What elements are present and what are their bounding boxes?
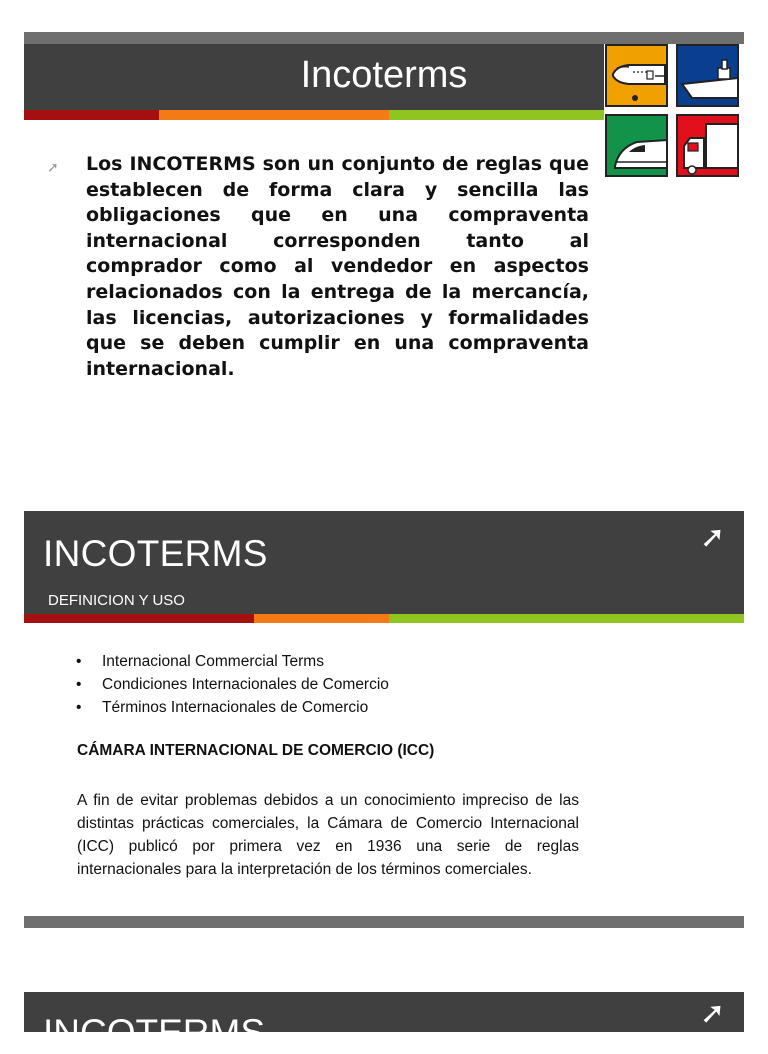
slide2-title: INCOTERMS — [43, 533, 268, 574]
bullet-list — [76, 650, 389, 719]
bullet-item: • Condiciones Internacionales de Comercio — [76, 673, 389, 696]
slide2-subtitle: DEFINICION Y USO — [48, 592, 185, 609]
accent-bar-green — [389, 110, 604, 120]
bullet-item: • Términos Internacionales de Comercio — [76, 696, 389, 719]
train-icon — [605, 114, 668, 177]
slide3-arrow-icon: ➚ — [700, 996, 726, 1031]
icc-paragraph: A fin de evitar problemas debidos a un conocimiento impreciso de las distintas prácticas comerciales, la Cámara de Comercio Internacional (ICC) publicó por primera vez en 1936 una serie de reglas internacionales para la interpretación de los términos comerciales. — [77, 792, 579, 878]
truck-icon — [676, 114, 739, 177]
accent-bar-green — [389, 614, 744, 623]
bullet-item: • Internacional Commercial Terms — [76, 650, 389, 673]
icc-heading: CÁMARA INTERNACIONAL DE COMERCIO (ICC) — [77, 742, 435, 759]
slide3-title: INCOTERMS — [43, 1012, 265, 1053]
slide2-arrow-icon: ➚ — [700, 520, 726, 555]
accent-bar-orange — [254, 614, 389, 623]
airplane-icon — [605, 44, 668, 107]
accent-bar-red — [24, 614, 254, 623]
bullet-arrow-icon: ➚ — [47, 160, 59, 176]
slide2-bottom-strip — [24, 916, 744, 928]
slide1-title: Incoterms — [300, 54, 468, 96]
accent-bar-red — [24, 110, 159, 120]
slide1-top-strip — [24, 32, 744, 44]
slide1-body-text: Los INCOTERMS son un conjunto de reglas que establecen de forma clara y sencilla las obligaciones que en una compraventa internacional corresponden tanto al comprador como al vendedor en aspectos relacionados con la entrega de la mercancía, las licencias, autorizaciones y formalidades que se deben cumplir en una compraventa internacional. — [86, 153, 589, 380]
ship-icon — [676, 44, 739, 107]
accent-bar-orange — [159, 110, 389, 120]
